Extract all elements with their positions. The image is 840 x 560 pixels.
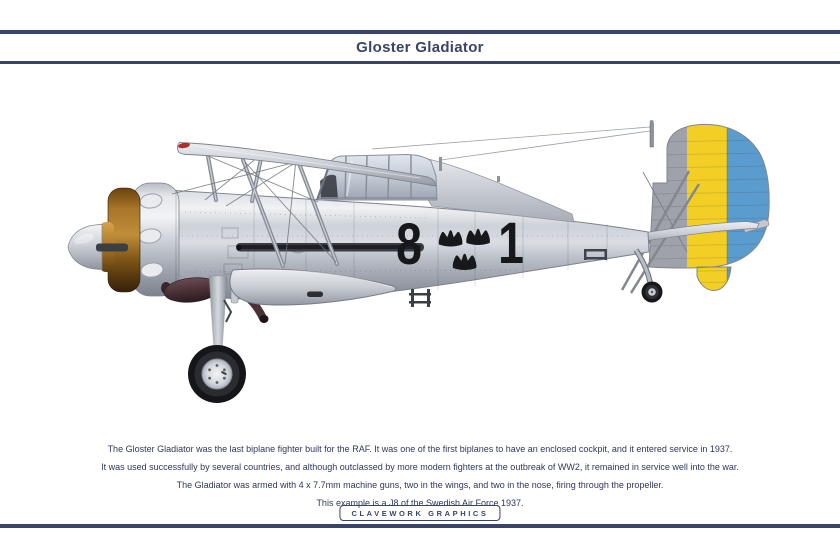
engine-cowling — [108, 183, 179, 296]
caption-block — [0, 440, 840, 512]
propeller-blade-root — [96, 244, 128, 252]
flap-slot — [307, 292, 323, 298]
aerial-stub — [497, 176, 500, 182]
bottom-rule — [0, 524, 840, 528]
antenna-mast — [650, 123, 654, 147]
fin-blue-stripe — [727, 118, 773, 296]
fuselage-code-left: 8 — [396, 212, 422, 278]
antenna-post — [439, 157, 442, 171]
page-title: Gloster Gladiator — [356, 39, 484, 56]
main-wheel — [188, 345, 246, 403]
publisher-logo: CLAVEWORK GRAPHICS — [339, 505, 500, 521]
fuselage-code-right: 1 — [498, 211, 524, 277]
caption-line-3: The Gladiator was armed with 4 x 7.7mm machine guns, two in the wings, and two in the nose, firing through the propeller. — [176, 480, 664, 490]
caption-line-2: It was used successfully by several countries, and although outclassed by more modern fighters at the outbreak of WW2, it remained in service well into the war. — [101, 462, 739, 472]
fin-yellow-stripe — [687, 118, 727, 296]
gun-muzzle — [236, 245, 241, 250]
belly-rack — [409, 289, 431, 307]
caption-line-1: The Gloster Gladiator was the last biplane fighter built for the RAF. It was one of the first biplanes to have an enclosed cockpit, and it entered service in 1937. — [107, 444, 733, 454]
caption-line-4: This example is a J8 of the Swedish Air Force 1937. — [316, 498, 524, 508]
cockpit-interior — [320, 175, 338, 199]
